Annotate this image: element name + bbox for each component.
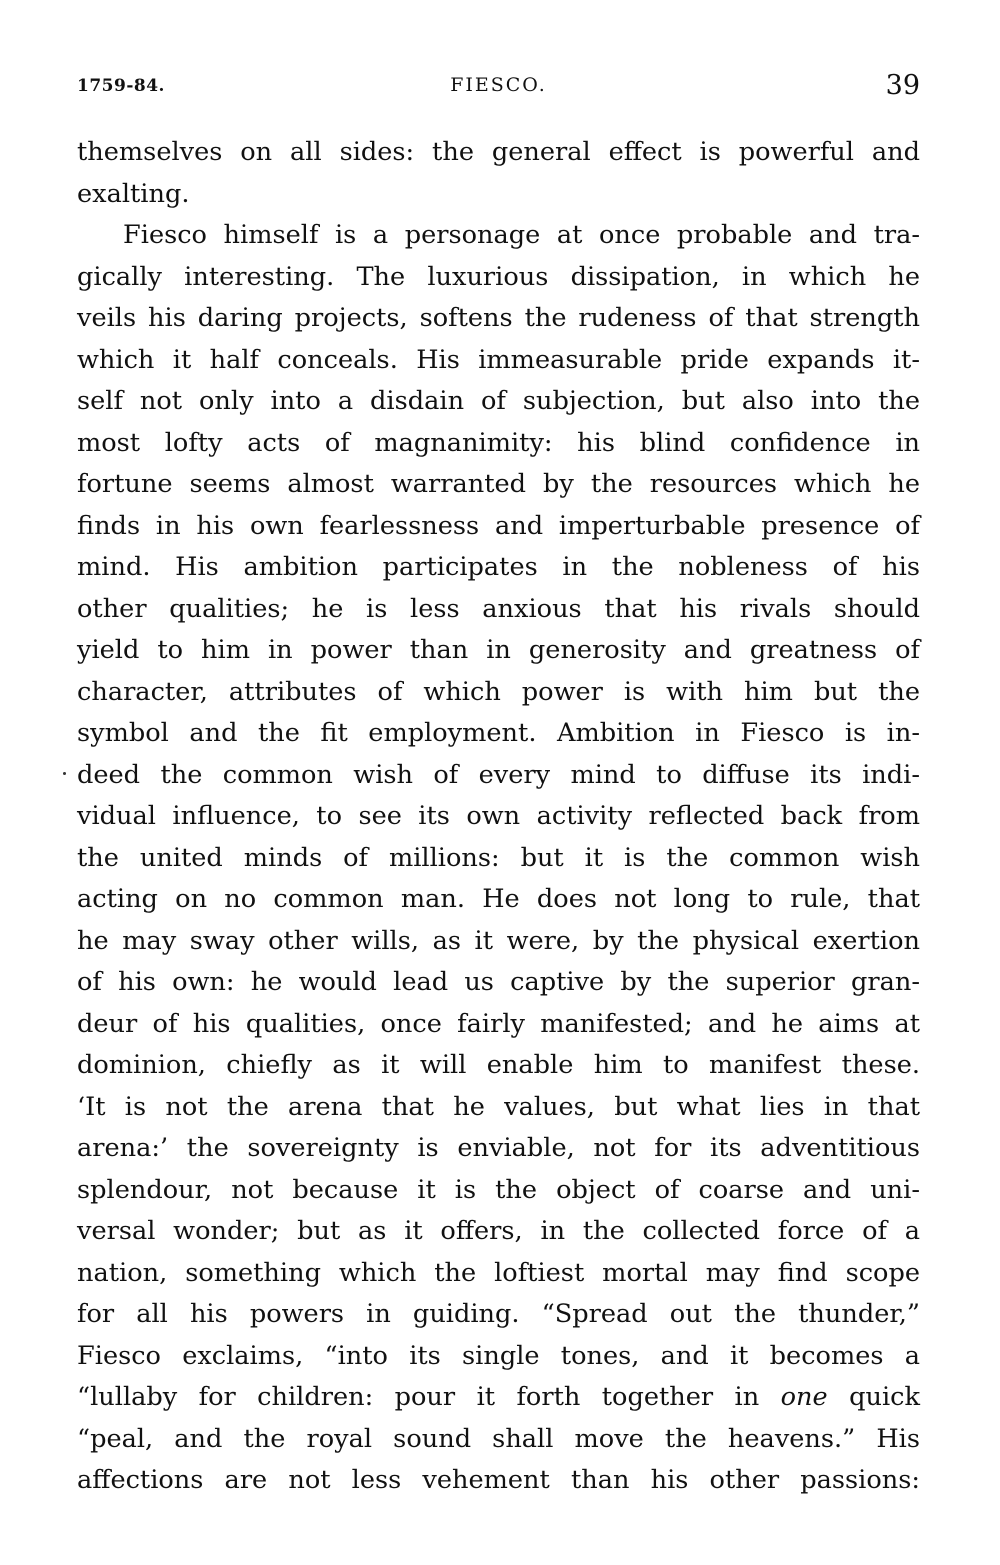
text-line: self not only into a disdain of subjection, but also into the — [77, 386, 920, 416]
text-line: deed the common wish of every mind to diffuse its indi- — [77, 759, 920, 790]
header-title: FIESCO. — [450, 74, 547, 96]
text-line: “peal, and the royal sound shall move the heavens.” His — [77, 1423, 920, 1454]
running-head — [77, 70, 920, 100]
body-text — [77, 132, 920, 1502]
header-date-range: 1759-84. — [77, 76, 165, 96]
text-line: gically interesting. The luxurious dissipation, in which he — [77, 261, 920, 292]
emphasized-word: one — [780, 1382, 828, 1412]
text-line: yield to him in power than in generosity and greatness of — [77, 635, 920, 665]
text-line: acting on no common man. He does not long to rule, that — [77, 884, 920, 914]
text-line: arena:’ the sovereignty is enviable, not for its adventitious — [77, 1133, 920, 1163]
text-line: character, attributes of which power is with him but the — [77, 676, 920, 707]
text-line: exalting. — [77, 178, 190, 209]
text-line: he may sway other wills, as it were, by the physical exertion — [77, 925, 920, 956]
text-line: symbol and the fit employment. Ambition in Fiesco is in- — [77, 718, 920, 748]
text-line: Fiesco himself is a personage at once probable and tra- — [123, 220, 920, 250]
text-line: most lofty acts of magnanimity: his blind confidence in — [77, 427, 920, 458]
text-line: which it half conceals. His immeasurable pride expands it- — [77, 344, 920, 375]
print-speck — [63, 772, 66, 775]
text-line: mind. His ambition participates in the nobleness of his — [77, 552, 920, 582]
line-31-start: “lullaby for children: pour it forth together in — [77, 1382, 760, 1412]
page-number: 39 — [885, 70, 920, 101]
text-line: Fiesco exclaims, “into its single tones, and it becomes a — [77, 1340, 920, 1371]
text-line: veils his daring projects, softens the rudeness of that strength — [77, 303, 920, 333]
text-line: vidual influence, to see its own activity reflected back from — [77, 801, 920, 831]
text-line: of his own: he would lead us captive by the superior gran- — [77, 967, 920, 997]
line-31-end: quick — [849, 1382, 920, 1412]
text-line: for all his powers in guiding. “Spread out the thunder,” — [77, 1299, 920, 1329]
text-line: splendour, not because it is the object of coarse and uni- — [77, 1174, 920, 1205]
text-line: fortune seems almost warranted by the resources which he — [77, 469, 920, 499]
text-line: versal wonder; but as it offers, in the collected force of a — [77, 1216, 920, 1246]
text-line: the united minds of millions: but it is the common wish — [77, 842, 920, 873]
text-line: dominion, chiefly as it will enable him to manifest these. — [77, 1050, 920, 1080]
text-line-with-emphasis — [77, 1377, 920, 1419]
text-line: deur of his qualities, once fairly manifested; and he aims at — [77, 1008, 920, 1039]
text-line: affections are not less vehement than his other passions: — [77, 1465, 920, 1495]
text-line: finds in his own fearlessness and imperturbable presence of — [77, 510, 920, 541]
text-line: other qualities; he is less anxious that his rivals should — [77, 593, 920, 624]
text-line: ‘It is not the arena that he values, but what lies in that — [77, 1091, 920, 1122]
text-line: themselves on all sides: the general effect is powerful and — [77, 137, 920, 167]
text-line: nation, something which the loftiest mortal may find scope — [77, 1257, 920, 1288]
